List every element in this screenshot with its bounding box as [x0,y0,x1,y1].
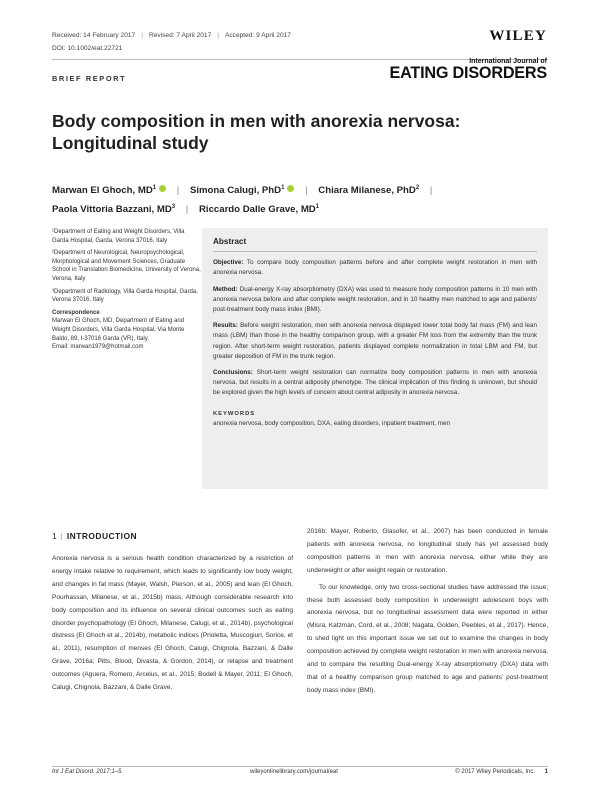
affiliation: ¹Department of Eating and Weight Disorders, Villa Garda Hospital, Garda, Verona 37016, Italy [52,229,185,244]
correspondence-text: Marwan El Ghoch, MD, Department of Eating and Weight Disorders, Villa Garda Hospital, Via Monte Baldo, 89, I-37016 Garda (VR), Italy. [52,318,185,342]
orcid-icon[interactable] [159,185,166,192]
objective-text: To compare body composition patterns before and after complete weight restoration in men with anorexia nervosa. [213,259,537,277]
accepted-date: Accepted: 9 April 2017 [224,32,291,39]
journal-logo [390,58,548,81]
intro-paragraph: 2016b; Mayer, Roberto, Glasofer, et al., 2007) has been conducted in female patients with anorexia nervosa, no longitudinal study has yet assessed body composition patterns in men with anorexia nervosa, either while they are underweight or after weight regain or restoration. [307,528,548,574]
received-date: Received: 14 February 2017 [52,32,136,39]
author-affil-sup: 1 [315,204,320,211]
footer-url[interactable]: wileyonlinelibrary.com/journal/eat [250,769,338,775]
objective-label: Objective: [213,259,244,267]
body-column-right [307,526,548,698]
article-title: Body composition in men with anorexia nervosa: Longitudinal study [52,111,461,153]
author-affil-sup: 2 [415,185,420,191]
abstract-conclusions [213,368,537,399]
revised-date: Revised: 7 April 2017 [148,32,212,39]
conclusions-label: Conclusions: [213,369,253,377]
method-label: Method: [213,285,238,293]
author-name[interactable]: Marwan El Ghoch, MD [52,185,153,197]
abstract-objective [213,258,537,278]
results-text: Before weight restoration, men with anorexia nervosa displayed lower total body fat mass (FM) and lean mass (LBM) than those in the healthy comparison group, with a greater FM loss from the extremity than the trunk region. After short-term weight restoration, patients displayed complete normalization in total LBM and FM, but greater deposition of FM in the trunk region. [213,322,537,360]
affiliations-panel [52,228,202,356]
doi[interactable]: DOI: 10.1002/eat.22721 [52,45,123,52]
author-list: Marwan El Ghoch, $MD^1$ | Simona Calugi, PhD$^1$ | Chiara Milanese, PhD$^2$ | Paola Vittoria Bazzani, $MD^3$ | Riccardo Dalle Grave, $MD^1$ [52,185,433,216]
correspondence-heading: Correspondence [52,309,100,316]
intro-paragraph: Anorexia nervosa is a serious health condition characterized by a restriction of energy intake relative to requirement, which leads to significantly low body weight, and changes in fat mass (Mayer, Walsh, Pierson, et al., 2005) and lean (El Ghoch, Pourhassan, Milanese, et al., 2015b) mass. Although considerable research into body composition and its influence on several clinical outcomes such as eating disorder psychopathology (El Ghoch, Milanese, Calugi, et al., 2014b), psychological distress (El Ghoch et al., 2014b), metabolic indices (Prioletta, Muscogiuri, Sorice, et al., 2011), resumption of menses (El Ghoch, Calugi, Chignola, Bazzani, & Dalle Grave, 2016a; Pitts, Blood, Divasta, & Gordon, 2014), or relapse and treatment outcomes (Aguera, Romero, Arcelus, et al., 2015; Bodell & Mayer, 2011; El Ghoch, Calugi, Chignola, Bazzani, & Dalle Grave, [52,555,293,692]
affiliation: ³Department of Radiology, Villa Garda Hospital, Garda, Verona 37016, Italy [52,288,198,304]
abstract-box [202,228,548,489]
intro-paragraph: To our knowledge, only two cross-sectional studies have addressed the issue; these both assessed body composition in underweight adolescent boys with anorexia nervosa, but no longitudinal assessment data were reported in either (Misra, Katzman, Cord, et al., 2008; Nagata, Golden, Peebles, et al., 2017). Hence, to shed light on this important issue we set out to examine the changes in body composition achieved by complete weight restoration in men with anorexia nervosa, and to compare the resulting Dual-energy X-ray absorptiometry (DXA) data with that of a healthy comparison group matched to age and patients' post-treatment body mass index (BMI). [307,583,548,694]
method-text: Dual-energy X-ray absorptiometry (DXA) was used to measure body composition patterns in 10 men with anorexia nervosa before and after complete weight restoration, and in 10 healthy men matched to age and patients' post-treatment body mass index (BMI). [213,285,537,314]
article-type: BRIEF REPORT [52,74,127,83]
footer-citation: Int J Eat Disord. 2017;1–5. [52,769,124,775]
abstract-results [213,321,537,362]
journal-logo-line2: EATING DISORDERS [389,64,547,82]
publisher-logo: WILEY [489,28,547,44]
correspondence-email[interactable]: Email: marwan1979@hotmail.com [52,344,144,351]
section-heading: 1 | INTRODUCTION [52,531,138,541]
footer-divider [52,766,548,767]
abstract-method [213,285,537,316]
page-number: 1 [544,769,548,775]
journal-logo-line1: International Journal of [469,58,547,65]
abstract-divider [213,251,537,252]
abstract-heading: Abstract [213,237,247,246]
footer-copyright: © 2017 Wiley Periodicals, Inc. [455,769,535,775]
section-number: 1 [52,531,58,541]
conclusions-text: Short-term weight restoration can normalize body composition patterns in men with anorexia nervosa, but results in a central adiposity phenotype. The clinical implication of this finding is unknown, but should be explored given the high levels of concern about central adiposity in anorexia nervosa. [213,369,537,397]
keywords-heading: KEYWORDS [213,410,256,417]
section-title: INTRODUCTION [66,531,138,541]
author-name[interactable]: Chiara Milanese, PhD [318,185,416,197]
affiliation: ²Department of Neurological, Neuropsychological, Morphological and Movement Sciences, Graduate School in Translation Biomedicine, University of Verona, Verona, Italy [52,250,201,282]
author-affil-sup: 1 [152,185,157,191]
results-label: Results: [213,322,238,330]
keywords-list: anorexia nervosa, body composition, DXA, eating disorders, inpatient treatment, men [213,419,450,427]
article-dates: Received: 14 February 2017 | Revised: 7 April 2017 | Accepted: 9 April 2017 [52,32,291,39]
orcid-icon[interactable] [287,185,294,192]
author-affil-sup: 1 [281,185,285,191]
author-name[interactable]: Simona Calugi, PhD [189,185,282,197]
author-name[interactable]: Paola Vittoria Bazzani, MD [52,204,172,216]
author-affil-sup: 3 [171,204,176,211]
author-name[interactable]: Riccardo Dalle Grave, MD [198,204,316,216]
body-column-left [52,553,293,695]
